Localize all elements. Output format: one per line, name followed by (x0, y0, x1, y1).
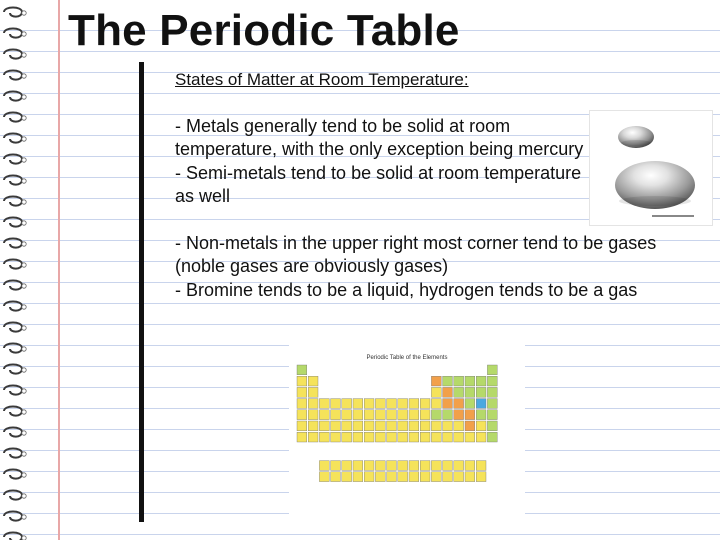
element-cell (308, 376, 318, 386)
element-cell (398, 410, 408, 420)
element-cell (476, 461, 486, 471)
mercury-droplets-illustration (590, 111, 712, 225)
element-cell (375, 472, 385, 482)
spiral-ring (4, 239, 22, 248)
element-cell (308, 432, 318, 442)
element-cell (319, 399, 329, 409)
element-cell (375, 432, 385, 442)
spiral-hole (22, 221, 26, 225)
element-cell (420, 461, 430, 471)
spiral-ring (4, 197, 22, 206)
spiral-hole (22, 515, 26, 519)
element-cell (353, 461, 363, 471)
element-cell (331, 421, 341, 431)
element-cell (353, 410, 363, 420)
element-cell (387, 399, 397, 409)
element-cell (431, 461, 441, 471)
spiral-hole (22, 452, 26, 456)
spiral-hole (22, 95, 26, 99)
spiral-binding (0, 0, 34, 540)
element-cell (443, 399, 453, 409)
periodic-table-illustration (289, 345, 525, 525)
element-cell (409, 432, 419, 442)
spiral-ring (4, 302, 22, 311)
element-cell (342, 399, 352, 409)
element-cell (487, 432, 497, 442)
element-cell (454, 399, 464, 409)
spiral-ring (4, 386, 22, 395)
element-cell (319, 421, 329, 431)
spiral-ring (4, 8, 22, 17)
element-cell (364, 399, 374, 409)
margin-line (58, 0, 60, 540)
element-cell (420, 410, 430, 420)
element-cell (409, 410, 419, 420)
bullet-semimetals: - Semi-metals tend to be solid at room temperature as well (175, 162, 582, 206)
element-cell (398, 421, 408, 431)
element-cell (465, 421, 475, 431)
spiral-ring (4, 71, 22, 80)
element-cell (465, 432, 475, 442)
spiral-hole (22, 347, 26, 351)
element-cell (331, 399, 341, 409)
element-cell (297, 376, 307, 386)
mercury-image (589, 110, 713, 226)
element-cell (487, 376, 497, 386)
element-cell (297, 399, 307, 409)
spiral-ring (4, 449, 22, 458)
element-cell (454, 461, 464, 471)
periodic-table-image (289, 345, 525, 525)
element-cell (364, 421, 374, 431)
spiral-ring (4, 323, 22, 332)
element-cell (308, 387, 318, 397)
spiral-hole (22, 32, 26, 36)
element-cell (331, 472, 341, 482)
spiral-hole (22, 242, 26, 246)
element-cell (487, 387, 497, 397)
element-cell (375, 399, 385, 409)
element-cell (409, 399, 419, 409)
element-cell (476, 421, 486, 431)
element-cell (297, 387, 307, 397)
spiral-ring (4, 512, 22, 521)
spiral-hole (22, 410, 26, 414)
element-cell (331, 432, 341, 442)
spiral-ring (4, 218, 22, 227)
element-cell (443, 432, 453, 442)
element-cell (319, 472, 329, 482)
element-cell (431, 410, 441, 420)
spiral-ring (4, 407, 22, 416)
element-cell (342, 421, 352, 431)
spiral-hole (22, 53, 26, 57)
element-cell (443, 410, 453, 420)
spiral-hole (22, 326, 26, 330)
spiral-hole (22, 494, 26, 498)
spiral-hole (22, 389, 26, 393)
element-cell (297, 410, 307, 420)
element-cell (454, 432, 464, 442)
element-cell (387, 472, 397, 482)
spiral-hole (22, 137, 26, 141)
element-cell (476, 387, 486, 397)
element-cell (375, 421, 385, 431)
element-cell (431, 432, 441, 442)
element-cell (353, 421, 363, 431)
spiral-hole (22, 284, 26, 288)
spiral-hole (22, 74, 26, 78)
element-cell (465, 461, 475, 471)
element-cell (454, 472, 464, 482)
element-cell (431, 376, 441, 386)
element-cell (465, 387, 475, 397)
spiral-ring (4, 260, 22, 269)
element-cell (431, 472, 441, 482)
element-cell (443, 376, 453, 386)
spiral-ring (4, 428, 22, 437)
element-cell (353, 472, 363, 482)
spiral-ring (4, 281, 22, 290)
element-cell (331, 461, 341, 471)
spiral-ring (4, 92, 22, 101)
spiral-hole (22, 368, 26, 372)
element-cell (487, 421, 497, 431)
element-cell (398, 472, 408, 482)
spiral-hole (22, 431, 26, 435)
element-cell (476, 432, 486, 442)
element-cell (420, 472, 430, 482)
element-cell (454, 410, 464, 420)
element-cell (420, 399, 430, 409)
element-cell (476, 410, 486, 420)
element-cell (487, 365, 497, 375)
spiral-hole (22, 536, 26, 540)
element-cell (387, 410, 397, 420)
element-cell (420, 421, 430, 431)
bullet-bromine-hydrogen: - Bromine tends to be a liquid, hydrogen tends to be a gas (175, 279, 638, 300)
element-cell (443, 461, 453, 471)
spiral-hole (22, 158, 26, 162)
content-bar (139, 62, 144, 522)
element-cell (319, 432, 329, 442)
spiral-hole (22, 11, 26, 15)
element-cell (476, 472, 486, 482)
spiral-hole (22, 305, 26, 309)
element-cell (364, 432, 374, 442)
element-cell (387, 461, 397, 471)
spiral-ring (4, 29, 22, 38)
spiral-ring (4, 176, 22, 185)
section-heading: States of Matter at Room Temperature: (175, 70, 469, 89)
periodic-table-caption: Periodic Table of the Elements (366, 355, 448, 361)
element-cell (297, 432, 307, 442)
element-cell (364, 410, 374, 420)
element-cell (364, 472, 374, 482)
element-cell (342, 461, 352, 471)
element-cell (398, 461, 408, 471)
element-cell (465, 376, 475, 386)
spiral-ring (4, 134, 22, 143)
element-cell (297, 365, 307, 375)
element-cell (308, 399, 318, 409)
element-cell (487, 399, 497, 409)
spiral-ring (4, 365, 22, 374)
element-cell (431, 387, 441, 397)
element-cell (297, 421, 307, 431)
spiral-ring (4, 155, 22, 164)
element-cell (342, 410, 352, 420)
element-cell (454, 376, 464, 386)
bullet-metals: - Metals generally tend to be solid at room temperature, with the only exception being mercury (175, 115, 584, 159)
element-cell (443, 421, 453, 431)
spiral-hole (22, 473, 26, 477)
element-cell (487, 410, 497, 420)
element-cell (465, 399, 475, 409)
spiral-ring (4, 533, 22, 540)
element-cell (342, 432, 352, 442)
element-cell (375, 461, 385, 471)
element-cell (454, 421, 464, 431)
element-cell (331, 410, 341, 420)
element-cell (308, 421, 318, 431)
spiral-hole (22, 116, 26, 120)
element-cell (443, 387, 453, 397)
spiral-ring (4, 491, 22, 500)
element-cell (319, 410, 329, 420)
element-cell (342, 472, 352, 482)
element-cell (476, 376, 486, 386)
spiral-ring (4, 470, 22, 479)
element-cell (465, 410, 475, 420)
element-cell (375, 410, 385, 420)
bullet-nonmetals: - Non-metals in the upper right most corner tend to be gases (noble gases are obviously gases) (175, 232, 657, 276)
spiral-ring (4, 113, 22, 122)
element-cell (387, 432, 397, 442)
spiral-hole (22, 200, 26, 204)
element-cell (420, 432, 430, 442)
element-cell (409, 472, 419, 482)
element-cell (364, 461, 374, 471)
element-cell (443, 472, 453, 482)
element-cell (353, 432, 363, 442)
element-cell (398, 399, 408, 409)
element-cell (353, 399, 363, 409)
element-cell (431, 399, 441, 409)
element-cell (476, 399, 486, 409)
element-cell (431, 421, 441, 431)
slide-title: The Periodic Table (68, 6, 460, 55)
spiral-hole (22, 179, 26, 183)
element-cell (398, 432, 408, 442)
element-cell (465, 472, 475, 482)
element-cell (409, 421, 419, 431)
element-cell (454, 387, 464, 397)
spiral-ring (4, 344, 22, 353)
spiral-hole (22, 263, 26, 267)
element-cell (409, 461, 419, 471)
element-cell (387, 421, 397, 431)
element-cell (319, 461, 329, 471)
spiral-ring (4, 50, 22, 59)
element-cell (308, 410, 318, 420)
